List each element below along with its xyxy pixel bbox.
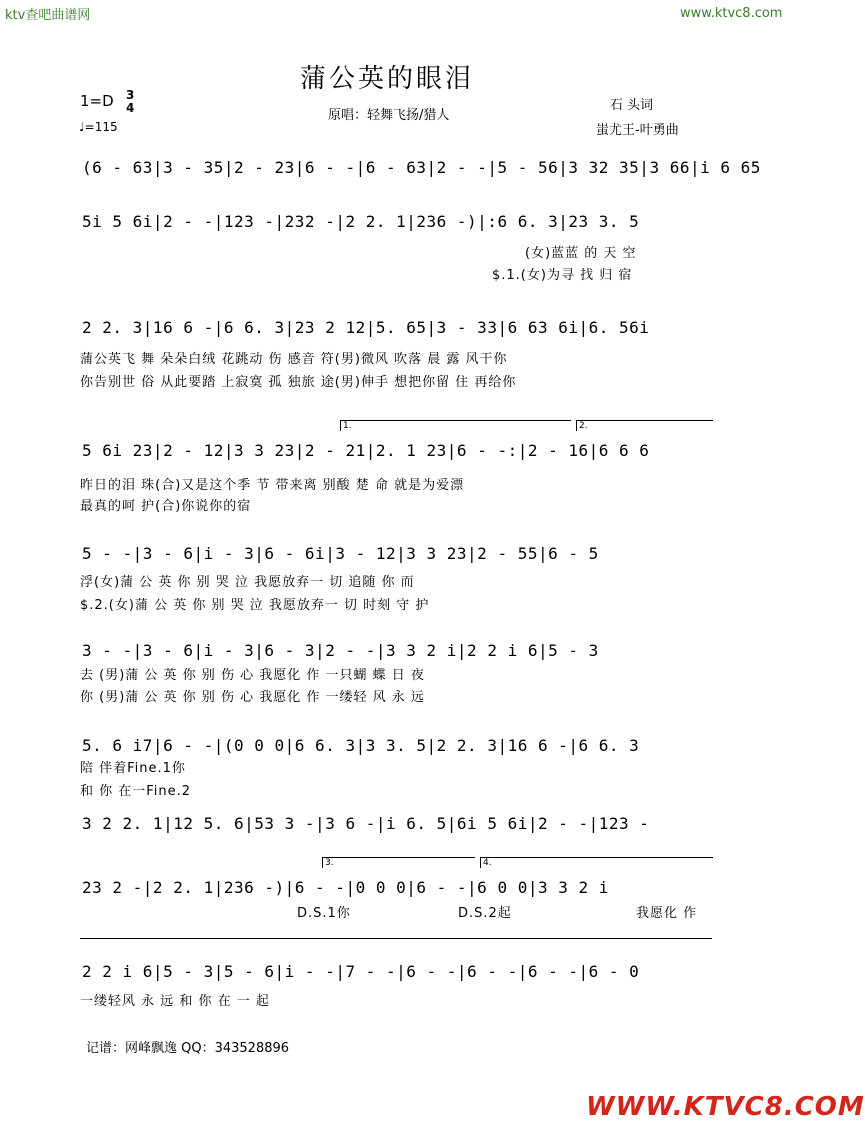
score-row-2: 5i 5 6i|2 - -|123 -|232 -|2 2. 1|236 -)|:6 6. 3|23 3. 5: [82, 212, 640, 231]
lyric-row-3-line-1: 蒲公英飞 舞 朵朵白绒 花跳动 伤 感音 符(男)微风 吹落 晨 露 风干你: [80, 352, 508, 367]
score-row-9: 23 2 -|2 2. 1|236 -)|6 - -|0 0 0|6 - -|6 0 0|3 3 2 i: [82, 878, 609, 897]
score-row-7: 5. 6 i7|6 - -|(0 0 0|6 6. 3|3 3. 5|2 2. 3|16 6 -|6 6. 3: [82, 736, 640, 755]
lyric-row-4-line-2: 最真的呵 护(合)你说你的宿: [80, 499, 252, 514]
lyric-row-3-line-2: 你告别世 俗 从此要踏 上寂寞 孤 独旅 途(男)伸手 想把你留 住 再给你: [80, 375, 517, 390]
lyricist: 石 头词: [610, 98, 654, 113]
volta-4-label: 4.: [483, 858, 492, 868]
lyric-row-6-line-2: 你 (男)蒲 公 英 你 别 伤 心 我愿化 作 一缕轻 风 永 远: [80, 690, 425, 705]
lyric-row-9-line: 我愿化 作: [636, 906, 698, 921]
composer: 蚩尤王-叶勇曲: [596, 123, 679, 138]
volta-1-label: 1.: [343, 421, 352, 431]
lyric-row-6-line-1: 去 (男)蒲 公 英 你 别 伤 心 我愿化 作 一只蝴 蝶 日 夜: [80, 668, 425, 683]
time-signature-bottom: 4: [126, 101, 135, 115]
score-row-5: 5 - -|3 - 6|i - 3|6 - 6i|3 - 12|3 3 23|2 - 55|6 - 5: [82, 544, 599, 563]
score-row-1: (6 - 63|3 - 35|2 - 23|6 - -|6 - 63|2 - -|5 - 56|3 32 35|3 66|i 6 65: [82, 158, 761, 177]
score-row-6: 3 - -|3 - 6|i - 3|6 - 3|2 - -|3 3 2 i|2 2 i 6|5 - 3: [82, 641, 599, 660]
volta-1-bracket: [340, 420, 571, 431]
score-row-10: 2 2 i 6|5 - 3|5 - 6|i - -|7 - -|6 - -|6 - -|6 - -|6 - 0: [82, 962, 640, 981]
key-signature: 1=D: [80, 92, 114, 110]
lyric-row-9-ds2: D.S.2起: [458, 906, 512, 921]
lyric-row-5-line-2: $.2.(女)蒲 公 英 你 别 哭 泣 我愿放弃一 切 时刻 守 护: [80, 598, 430, 613]
row-10-top-rule: [80, 938, 712, 939]
volta-4-bracket: [480, 857, 713, 868]
lyric-row-2-line-2: $.1.(女)为寻 找 归 宿: [492, 268, 633, 283]
lyric-row-7-line-1: 陪 伴着Fine.1你: [80, 761, 186, 776]
volta-2-label: 2.: [579, 421, 588, 431]
tempo: ♩=115: [79, 120, 118, 134]
brand-watermark: WWW.KTVC8.COM: [586, 1092, 865, 1122]
page-title: 蒲公英的眼泪: [300, 64, 475, 94]
volta-2-bracket: [576, 420, 713, 431]
volta-3-label: 3.: [325, 858, 334, 868]
lyric-row-5-line-1: 浮(女)蒲 公 英 你 别 哭 泣 我愿放弃一 切 追随 你 而: [80, 575, 415, 590]
time-signature-top: 3: [126, 88, 135, 102]
score-row-4: 5 6i 23|2 - 12|3 3 23|2 - 21|2. 1 23|6 - -:|2 - 16|6 6 6: [82, 441, 650, 460]
site-left-link[interactable]: ktv查吧曲谱网: [5, 8, 91, 23]
score-row-8: 3 2 2. 1|12 5. 6|53 3 -|3 6 -|i 6. 5|6i 5 6i|2 - -|123 -: [82, 814, 650, 833]
lyric-row-7-line-2: 和 你 在一Fine.2: [80, 784, 192, 799]
original-singer: 原唱：轻舞飞扬/猎人: [328, 108, 450, 123]
volta-3-bracket: [322, 857, 475, 868]
lyric-row-9-ds1: D.S.1你: [297, 906, 351, 921]
score-row-3: 2 2. 3|16 6 -|6 6. 3|23 2 12|5. 65|3 - 33|6 63 6i|6. 56i: [82, 318, 650, 337]
site-right-link[interactable]: www.ktvc8.com: [680, 6, 783, 21]
lyric-row-4-line-1: 昨日的泪 珠(合)又是这个季 节 带来离 别酸 楚 命 就是为爱漂: [80, 478, 465, 493]
lyric-row-2-line-1: (女)蓝蓝 的 天 空: [525, 246, 637, 261]
transcriber-credit: 记谱：网峰飘逸 QQ：343528896: [86, 1041, 290, 1056]
lyric-row-10-line-1: 一缕轻风 永 远 和 你 在 一 起: [80, 994, 270, 1009]
